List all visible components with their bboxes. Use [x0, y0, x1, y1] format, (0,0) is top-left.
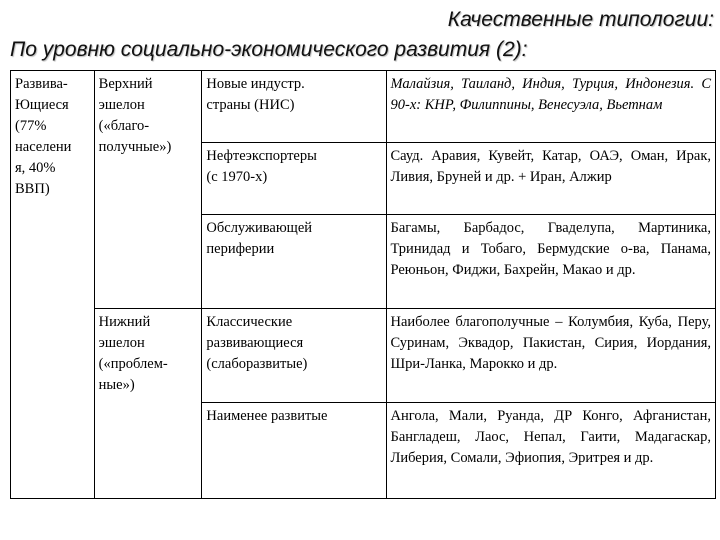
type-cell: Нефтеэкспортеры (с 1970-х)	[202, 143, 386, 215]
countries-cell: Ангола, Мали, Руанда, ДР Конго, Афганистан, Бангладеш, Лаос, Непал, Гаити, Мадагаскар, Либерия, Сомали, Эфиопия, Эритрея и др.	[386, 403, 716, 499]
type-cell: Классические развивающиеся (слаборазвитые)	[202, 309, 386, 403]
countries-cell: Багамы, Барбадос, Гваделупа, Мартиника, Тринидад и Тобаго, Бермудские о-ва, Панама, Реюньон, Фиджи, Бахрейн, Макао и др.	[386, 215, 716, 309]
title-line-1: Качественные типологии:	[447, 8, 714, 31]
table-row	[11, 71, 716, 143]
countries-cell: Наиболее благополучные – Колумбия, Куба, Перу, Суринам, Эквадор, Пакистан, Сирия, Иордания, Шри-Ланка, Марокко и др.	[386, 309, 716, 403]
slide-title	[0, 0, 720, 66]
countries-cell: Сауд. Аравия, Кувейт, Катар, ОАЭ, Оман, Ирак, Ливия, Бруней и др. + Иран, Алжир	[386, 143, 716, 215]
upper-tier-cell: Верхний эшелон («благо- получные»)	[94, 71, 202, 309]
title-line-2: По уровню социально-экономического развития (2):	[10, 38, 528, 61]
type-cell: Новые индустр. страны (НИС)	[202, 71, 386, 143]
group-cell: Развива- Ющиеся (77% населени я, 40% ВВП)	[11, 71, 95, 499]
typology-table	[10, 70, 716, 499]
type-cell: Обслуживающей периферии	[202, 215, 386, 309]
type-cell: Наименее развитые	[202, 403, 386, 499]
lower-tier-cell: Нижний эшелон («проблем- ные»)	[94, 309, 202, 499]
table-row	[11, 309, 716, 403]
countries-cell: Малайзия, Таиланд, Индия, Турция, Индонезия. С 90-х: КНР, Филиппины, Венесуэла, Вьетнам	[386, 71, 716, 143]
